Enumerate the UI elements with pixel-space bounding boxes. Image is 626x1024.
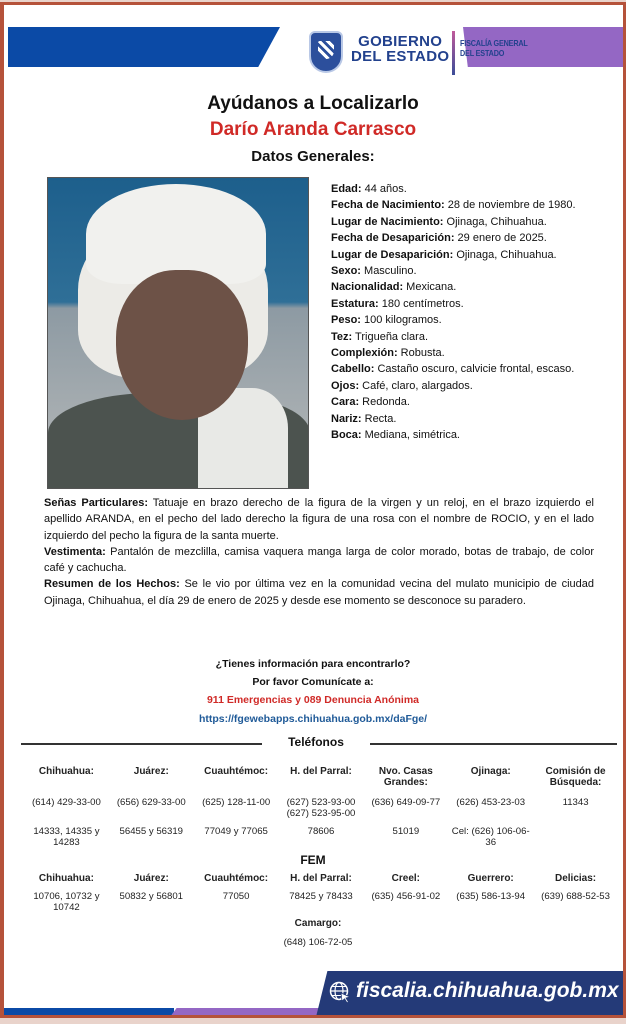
divider-right [370, 743, 617, 745]
government-logo [309, 29, 529, 77]
paragraph-label: Resumen de los Hechos: [44, 578, 180, 591]
phones-title: Teléfonos [288, 735, 344, 749]
detail-value: Mediana, simétrica. [361, 429, 460, 442]
phone-number: 11343 [562, 797, 589, 808]
detail-value: Redonda. [359, 396, 410, 409]
detail-value: Trigueña clara. [352, 330, 429, 343]
detail-value: 44 años. [361, 183, 407, 195]
fem-city-header: Cuauhtémoc: [204, 873, 269, 884]
description-paragraphs [44, 495, 594, 609]
fem-value: 50832 y 56801 [119, 891, 184, 902]
detail-value: Mexicana. [403, 281, 457, 294]
footer-blue-band [4, 1008, 174, 1018]
detail-label: Estatura: [331, 297, 379, 310]
detail-label: Boca: [331, 429, 362, 442]
detail-label: Cabello: [331, 363, 375, 376]
phone-city-header: Cuauhtémoc: [204, 766, 269, 777]
detail-label: Lugar de Desaparición: [331, 248, 454, 261]
fem-camargo-value: (648) 106-72-05 [283, 937, 353, 948]
paragraph-label: Señas Particulares: [44, 497, 149, 509]
phone-extension: 56455 y 56319 [119, 826, 184, 837]
shield-icon [309, 31, 343, 73]
phones-numbers [24, 797, 618, 819]
detail-value: Castaño oscuro, calvicie frontal, escaso. [374, 363, 575, 376]
poster-frame [0, 2, 626, 1018]
fem-value: 78425 y 78433 [289, 891, 353, 902]
detail-label: Tez: [331, 330, 353, 343]
fem-values [24, 891, 618, 913]
phone-extension [533, 826, 618, 848]
divider-left [21, 743, 262, 745]
detail-row [331, 394, 621, 410]
fem-city-header: Chihuahua: [38, 873, 94, 884]
contact-question: ¿Tienes información para encontrarlo? [215, 658, 411, 670]
phone-number: (636) 649-09-77 [371, 797, 441, 808]
detail-label: Peso: [331, 314, 361, 327]
person-photo [47, 177, 309, 489]
phone-city-header: Comisión de Búsqueda: [545, 766, 606, 788]
globe-cursor-icon [329, 981, 351, 1003]
detail-value: 28 de noviembre de 1980. [444, 199, 576, 212]
detail-row [331, 230, 621, 246]
description-paragraph [44, 544, 594, 577]
phone-city-header: H. del Parral: [290, 766, 352, 777]
detail-row [331, 361, 621, 377]
agency-line-1: FISCALÍA GENERAL [460, 38, 528, 48]
logo-divider [452, 31, 455, 75]
phone-extension: Cel: (626) 106-06-36 [451, 826, 530, 848]
detail-label: Cara: [331, 396, 360, 409]
fem-city-header: Delicias: [554, 873, 597, 884]
detail-row [331, 329, 621, 345]
detail-row [331, 345, 621, 361]
detail-row [331, 411, 621, 427]
phone-extension: 78606 [307, 826, 335, 837]
phones-headers [24, 766, 618, 788]
phone-extension: 14333, 14335 y 14283 [33, 826, 100, 848]
description-paragraph [44, 495, 594, 544]
fem-title: FEM [300, 853, 326, 867]
section-title: Datos Generales: [251, 148, 375, 165]
phone-city-header: Chihuahua: [38, 766, 94, 777]
detail-row [331, 279, 621, 295]
phone-number: (614) 429-33-00 [32, 797, 101, 808]
paragraph-label: Vestimenta: [44, 545, 106, 558]
detail-row [331, 378, 621, 394]
detail-value: Ojinaga, Chihuahua. [453, 248, 557, 261]
fem-city-header: Juárez: [133, 873, 169, 884]
description-paragraph [44, 576, 594, 609]
detail-label: Edad: [331, 183, 362, 195]
detail-label: Nariz: [331, 412, 362, 425]
footer-website[interactable]: fiscalia.chihuahua.gob.mx [356, 979, 619, 1002]
fem-value: (635) 586-13-94 [456, 891, 526, 902]
detail-value: Recta. [361, 412, 397, 425]
paragraph-text: Tatuaje en brazo derecho de la figura de la virgen y un reloj, en el brazo izquierdo el apellido ARANDA, en el pecho del lado derecho la figura de una rosa con el nombre de ROCIO, y en el lado izquierdo del pecho la figura de la santa muerte. [44, 497, 594, 542]
fem-city-header: Creel: [391, 873, 421, 884]
detail-label: Complexión: [331, 347, 398, 360]
poster-title: Ayúdanos a Localizarlo [207, 93, 419, 114]
logo-line-1: GOBIERNO [358, 33, 443, 50]
phone-number: (627) 523-93-00 (627) 523-95-00 [286, 797, 356, 819]
detail-label: Fecha de Nacimiento: [331, 199, 445, 212]
photo-hat [86, 184, 266, 284]
report-link[interactable]: https://fgewebapps.chihuahua.gob.mx/daFge/ [198, 713, 428, 725]
phone-extension: 51019 [392, 826, 420, 837]
fem-camargo-header: Camargo: [294, 918, 342, 929]
detail-value: 100 kilogramos. [360, 314, 442, 327]
phone-city-header: Nvo. Casas Grandes: [378, 766, 433, 788]
fem-value: (635) 456-91-02 [371, 891, 441, 902]
detail-value: Robusta. [397, 347, 445, 360]
phone-extension: 77049 y 77065 [204, 826, 268, 837]
phone-city-header: Ojinaga: [470, 766, 511, 777]
detail-row [331, 181, 621, 197]
fem-city-header: H. del Parral: [290, 873, 352, 884]
agency-text [460, 38, 528, 58]
detail-value: Café, claro, alargados. [359, 379, 473, 392]
detail-row [331, 296, 621, 312]
detail-value: 180 centímetros. [378, 297, 464, 310]
fem-headers [24, 873, 618, 884]
paragraph-text: Se le vio por última vez en la comunidad vecina del mulato municipio de ciudad Ojinaga, Chihuahua, el día 29 de enero de 2025 y desde ese momento se desconoce su paradero. [44, 578, 594, 607]
logo-line-2: DEL ESTADO [351, 48, 450, 65]
detail-row [331, 247, 621, 263]
agency-line-2: DEL ESTADO [460, 48, 505, 58]
footer-purple-band [167, 1008, 327, 1018]
missing-person-name: Darío Aranda Carrasco [209, 119, 417, 140]
phone-number: (625) 128-11-00 [202, 797, 271, 808]
phones-extensions [24, 826, 618, 848]
phone-city-header: Juárez: [133, 766, 169, 777]
photo-face [116, 270, 248, 420]
header-blue-band [8, 27, 280, 67]
detail-label: Nacionalidad: [331, 281, 404, 294]
fem-value: 10706, 10732 y 10742 [33, 891, 100, 913]
detail-label: Lugar de Nacimiento: [331, 215, 444, 228]
detail-row [331, 312, 621, 328]
paragraph-text: Pantalón de mezclilla, camisa vaquera manga larga de color morado, botas de trabajo, de color café y cachucha. [44, 545, 594, 575]
detail-value: Ojinaga, Chihuahua. [443, 215, 547, 228]
fem-value: 77050 [222, 891, 250, 902]
phone-number: (656) 629-33-00 [116, 797, 186, 808]
detail-value: 29 enero de 2025. [454, 232, 547, 245]
detail-row [331, 214, 621, 230]
detail-label: Fecha de Desaparición: [331, 232, 455, 245]
detail-row [331, 427, 621, 443]
general-data-list [331, 181, 621, 444]
phone-number: (626) 453-23-03 [456, 797, 526, 808]
detail-value: Masculino. [360, 265, 417, 278]
logo-text [351, 34, 449, 64]
emergency-numbers: 911 Emergencias y 089 Denuncia Anónima [206, 694, 420, 706]
fem-value: (639) 688-52-53 [541, 891, 610, 902]
detail-row [331, 197, 621, 213]
detail-label: Sexo: [331, 265, 361, 278]
fem-city-header: Guerrero: [467, 873, 514, 884]
detail-label: Ojos: [331, 379, 360, 392]
contact-prompt: Por favor Comunícate a: [252, 676, 374, 688]
detail-row [331, 263, 621, 279]
